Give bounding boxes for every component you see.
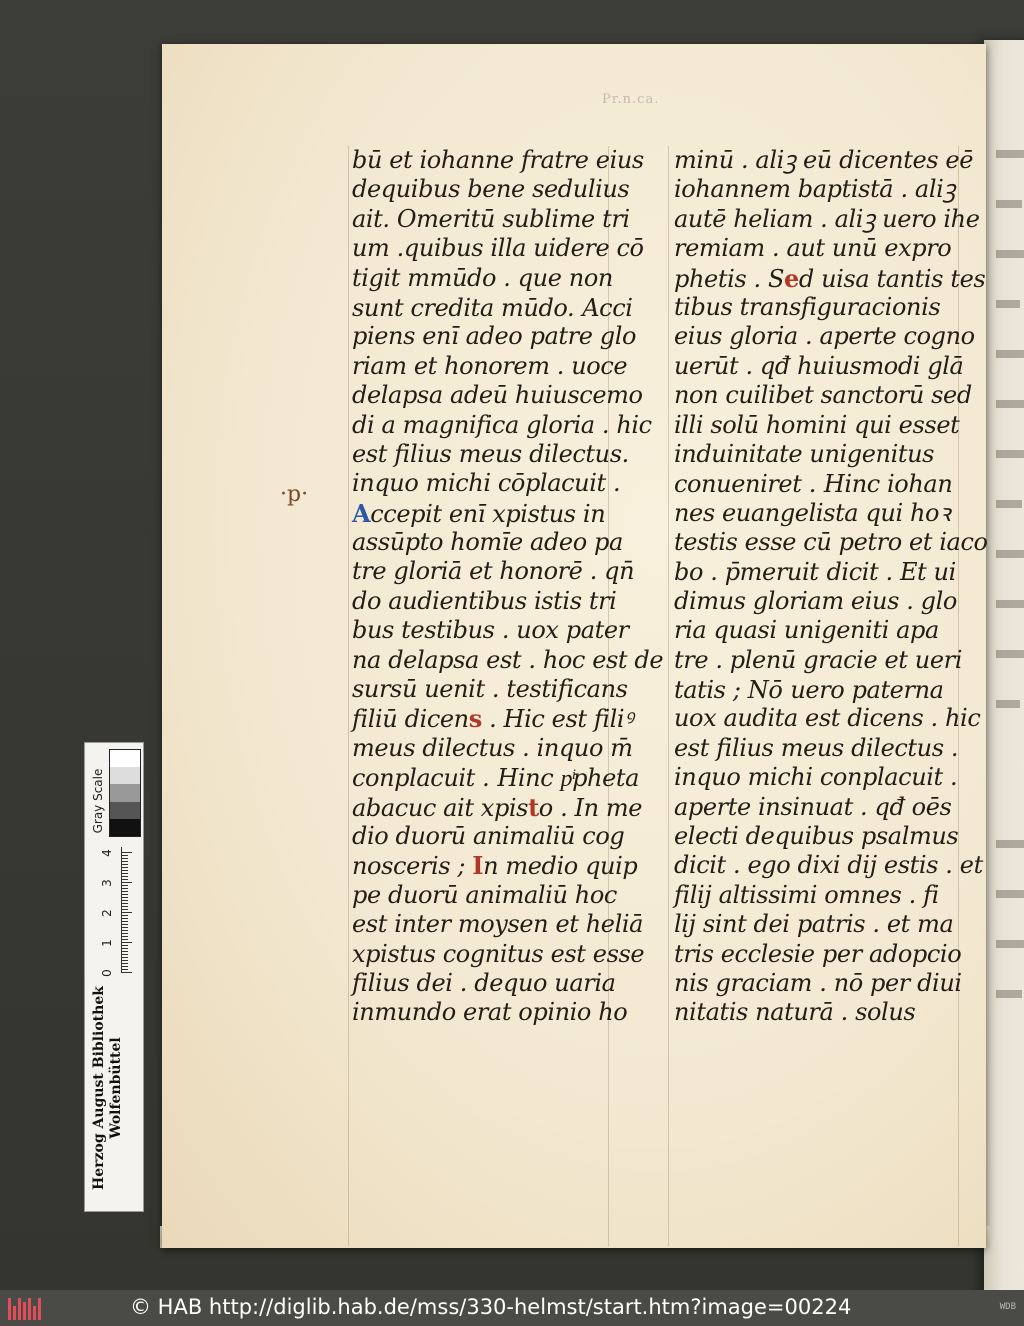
ruler-label: 0 [100, 969, 114, 977]
rubricated-initial: s [468, 704, 482, 734]
rubricated-initial [782, 675, 790, 704]
facing-text-fragment [996, 600, 1024, 608]
text-line: aperte insinuat . qđ oēs [674, 792, 952, 821]
ruler-tick [122, 948, 128, 949]
gray-scale-card [84, 742, 144, 1212]
ruler-tick [122, 891, 128, 892]
text-line: nosceris ; In medio quip [352, 851, 638, 881]
ruler-tick [122, 852, 132, 853]
hab-logo-icon [8, 1296, 42, 1320]
footer-bar [0, 1290, 1024, 1326]
rubricated-initial [818, 557, 826, 586]
ruler-tick [122, 942, 132, 943]
ruler-tick [122, 915, 128, 916]
ruling-line [348, 146, 349, 1246]
text-line: do audientibus istis tri [352, 586, 617, 615]
facing-text-fragment [996, 450, 1024, 458]
facing-text-fragment [996, 890, 1024, 898]
facing-text-fragment [996, 200, 1022, 208]
text-line: uerūt . qđ huiusmodi glā [674, 351, 964, 380]
text-line: bus testibus . uox pater [352, 616, 629, 645]
facing-text-fragment [996, 150, 1024, 158]
ruler-tick [122, 867, 128, 868]
ruler-tick [122, 894, 128, 895]
text-line: dequibus bene sedulius [352, 175, 630, 204]
text-line: nes euangelista qui hoꝛ [674, 498, 951, 527]
text-line: iohannem baptistā . aliꝫ [674, 175, 956, 204]
text-column-right [674, 146, 988, 1028]
ruler-label: 2 [100, 909, 114, 917]
rubricated-initial: I [472, 851, 484, 881]
ruler-tick [122, 855, 128, 856]
text-line: piens enī adeo patre glo [352, 322, 637, 351]
facing-text-fragment [996, 700, 1020, 708]
text-line: tre . plenū gracie et ueri [674, 645, 962, 674]
text-line: filiū dicens . Hic est filiꝰ [352, 704, 633, 734]
logo-bar [18, 1298, 21, 1320]
text-line: filij altissimi omnes . fi [674, 880, 939, 909]
ruler-label: 4 [100, 849, 114, 857]
logo-bar [8, 1298, 11, 1320]
rubricated-initial: A [352, 498, 371, 528]
ruler-tick [122, 939, 128, 940]
text-line: xpistus cognitus est esse [352, 939, 645, 968]
ruler-tick [122, 957, 128, 958]
gray-swatch [110, 750, 140, 767]
ruler-tick [122, 885, 128, 886]
institution-name [91, 973, 125, 1203]
ruler-tick [122, 969, 128, 970]
text-line: tibus transfiguracionis [674, 292, 941, 321]
logo-bar [28, 1298, 31, 1320]
ruler-tick [122, 906, 128, 907]
text-line: inquo michi cōplacuit . [352, 469, 621, 498]
ruler-tick [122, 933, 128, 934]
ruler-tick [122, 927, 128, 928]
ruler-tick [122, 861, 128, 862]
text-line: ait. Omeritū sublime tri [352, 204, 630, 233]
copyright-url[interactable]: © HAB http://diglib.hab.de/mss/330-helmst/start.htm?image=00224 [130, 1295, 852, 1319]
ruler-tick [122, 858, 128, 859]
text-line: conplacuit . Hinc pͥpheta [352, 764, 640, 793]
logo-bar [38, 1298, 41, 1320]
ruler-label: 3 [100, 879, 114, 887]
text-line: testis esse cū petro et iaco [674, 528, 988, 557]
gray-swatches [109, 749, 141, 837]
rubricated-initial [816, 469, 824, 498]
text-line: non cuilibet sanctorū sed [674, 381, 972, 410]
text-line: phetis . Sed uisa tantis tes [674, 263, 986, 293]
ruler-tick [122, 972, 132, 973]
text-line: nis graciam . nō per diui [674, 968, 962, 997]
text-line: Accepit enī xpistus in [352, 498, 606, 528]
text-line: delapsa adeū huiuscemo [352, 381, 643, 410]
scale-card-content [85, 743, 143, 1211]
gray-swatch [110, 767, 140, 784]
text-line: tatis ; Nō uero paterna [674, 676, 944, 705]
facing-text-fragment [996, 650, 1024, 658]
logo-bar [23, 1302, 26, 1320]
ruler-tick [122, 930, 128, 931]
text-line: tris ecclesie per adopcio [674, 939, 962, 968]
text-line: di a magnifica gloria . hic [352, 410, 652, 439]
ruler-tick [122, 954, 128, 955]
gray-swatch [110, 802, 140, 819]
marginal-note: ·p· [280, 482, 309, 507]
text-line: ria quasi unigeniti apa [674, 616, 939, 645]
logo-bar [13, 1306, 16, 1320]
text-line: illi solū homini qui esset [674, 410, 960, 439]
ruler-tick [122, 879, 128, 880]
text-line: sunt credita mūdo. Acci [352, 293, 633, 322]
rubricated-initial: e [784, 263, 799, 293]
ruler-tick [122, 873, 128, 874]
ruler-tick [122, 924, 128, 925]
text-line: sursū uenit . testificans [352, 675, 628, 704]
ruler-tick [122, 882, 132, 883]
facing-text-fragment [996, 250, 1024, 258]
facing-page-edge [984, 40, 1024, 1290]
text-line: electi dequibus psalmus [674, 821, 959, 850]
text-column-left [352, 146, 664, 1028]
gray-swatch [110, 819, 140, 836]
ruler-tick [122, 918, 128, 919]
manuscript-folio [162, 44, 986, 1248]
ruling-line [668, 146, 669, 1246]
facing-text-fragment [996, 300, 1020, 308]
text-line: na delapsa est . hoc est de [352, 645, 664, 674]
text-line: induinitate unigenitus [674, 439, 935, 468]
text-line: inmundo erat opinio ho [352, 998, 628, 1027]
text-line: eius gloria . aperte cogno [674, 322, 975, 351]
ruler-tick [122, 963, 128, 964]
logo-bar [33, 1306, 36, 1320]
text-line: dicit . ego dixi dij estis . et [674, 851, 983, 880]
text-line: est filius meus dilectus. [352, 439, 629, 468]
text-line: pe duorū animaliū hoc [352, 880, 617, 909]
ruler-tick [122, 864, 128, 865]
wdb-mark: WDB [999, 1302, 1016, 1312]
shelfmark-note: Pr.n.ca. [602, 92, 660, 107]
facing-text-fragment [996, 550, 1024, 558]
ruler-tick [122, 909, 128, 910]
text-line: nitatis naturā . solus [674, 998, 916, 1027]
text-line: est filius meus dilectus . [674, 733, 959, 762]
text-line: tigit mmūdo . que non [352, 263, 613, 292]
facing-text-fragment [996, 840, 1024, 848]
ruler-tick [122, 870, 128, 871]
text-line: tre gloriā et honorē . qn̄ [352, 557, 635, 586]
text-line: abacuc ait xpisto . In me [352, 792, 643, 822]
text-line: uox audita est dicens . hic [674, 704, 981, 733]
ruler-tick [122, 951, 128, 952]
ruler-tick [122, 900, 128, 901]
text-line: meus dilectus . inquo m̄ [352, 733, 633, 762]
ruler-tick [122, 912, 132, 913]
ruler-tick [122, 921, 128, 922]
text-line: um .quibus illa uidere cō [352, 234, 644, 263]
rubricated-initial [574, 293, 582, 322]
ruler-tick [122, 960, 128, 961]
facing-text-fragment [996, 350, 1024, 358]
gray-scale-label: Gray Scale [91, 768, 105, 834]
rubricated-initial [489, 763, 497, 792]
text-line: lij sint dei patris . et ma [674, 910, 954, 939]
facing-text-fragment [996, 990, 1022, 998]
ruler-tick [122, 966, 128, 967]
facing-text-fragment [996, 940, 1024, 948]
ruler-tick [122, 945, 128, 946]
gray-swatch [110, 784, 140, 801]
ruler-tick [122, 876, 128, 877]
institution-line-1: Herzog August Bibliothek [91, 986, 107, 1190]
facing-text-fragment [996, 500, 1022, 508]
ruler-tick [122, 903, 128, 904]
text-line: bū et iohanne fratre eius [352, 146, 644, 174]
text-line: inquo michi conplacuit . [674, 763, 958, 792]
cm-ruler [100, 847, 136, 977]
text-line: conueniret . Hinc iohan [674, 470, 953, 499]
text-line: autē heliam . aliꝫ uero ihe [674, 204, 980, 233]
ruler-tick [122, 897, 128, 898]
text-line: minū . aliꝫ eū dicentes eē [674, 146, 974, 174]
text-line: dimus gloriam eius . glo [674, 586, 957, 615]
text-line: est inter moysen et heliā [352, 910, 644, 939]
ruler-tick [122, 936, 128, 937]
text-line: dio duorū animaliū cog [352, 821, 625, 850]
text-line: riam et honorem . uoce [352, 351, 628, 380]
text-line: assūpto homīe adeo pa [352, 528, 623, 557]
ruler-label: 1 [100, 939, 114, 947]
text-line: bo . p̄meruit dicit . Et ui [674, 558, 956, 587]
text-line: remiam . aut unū expro [674, 234, 952, 263]
institution-line-2: Wolfenbüttel [108, 1037, 124, 1139]
text-line: filius dei . dequo uaria [352, 968, 616, 997]
rubricated-initial: t [528, 792, 539, 822]
ruler-tick [122, 888, 128, 889]
facing-text-fragment [996, 400, 1024, 408]
